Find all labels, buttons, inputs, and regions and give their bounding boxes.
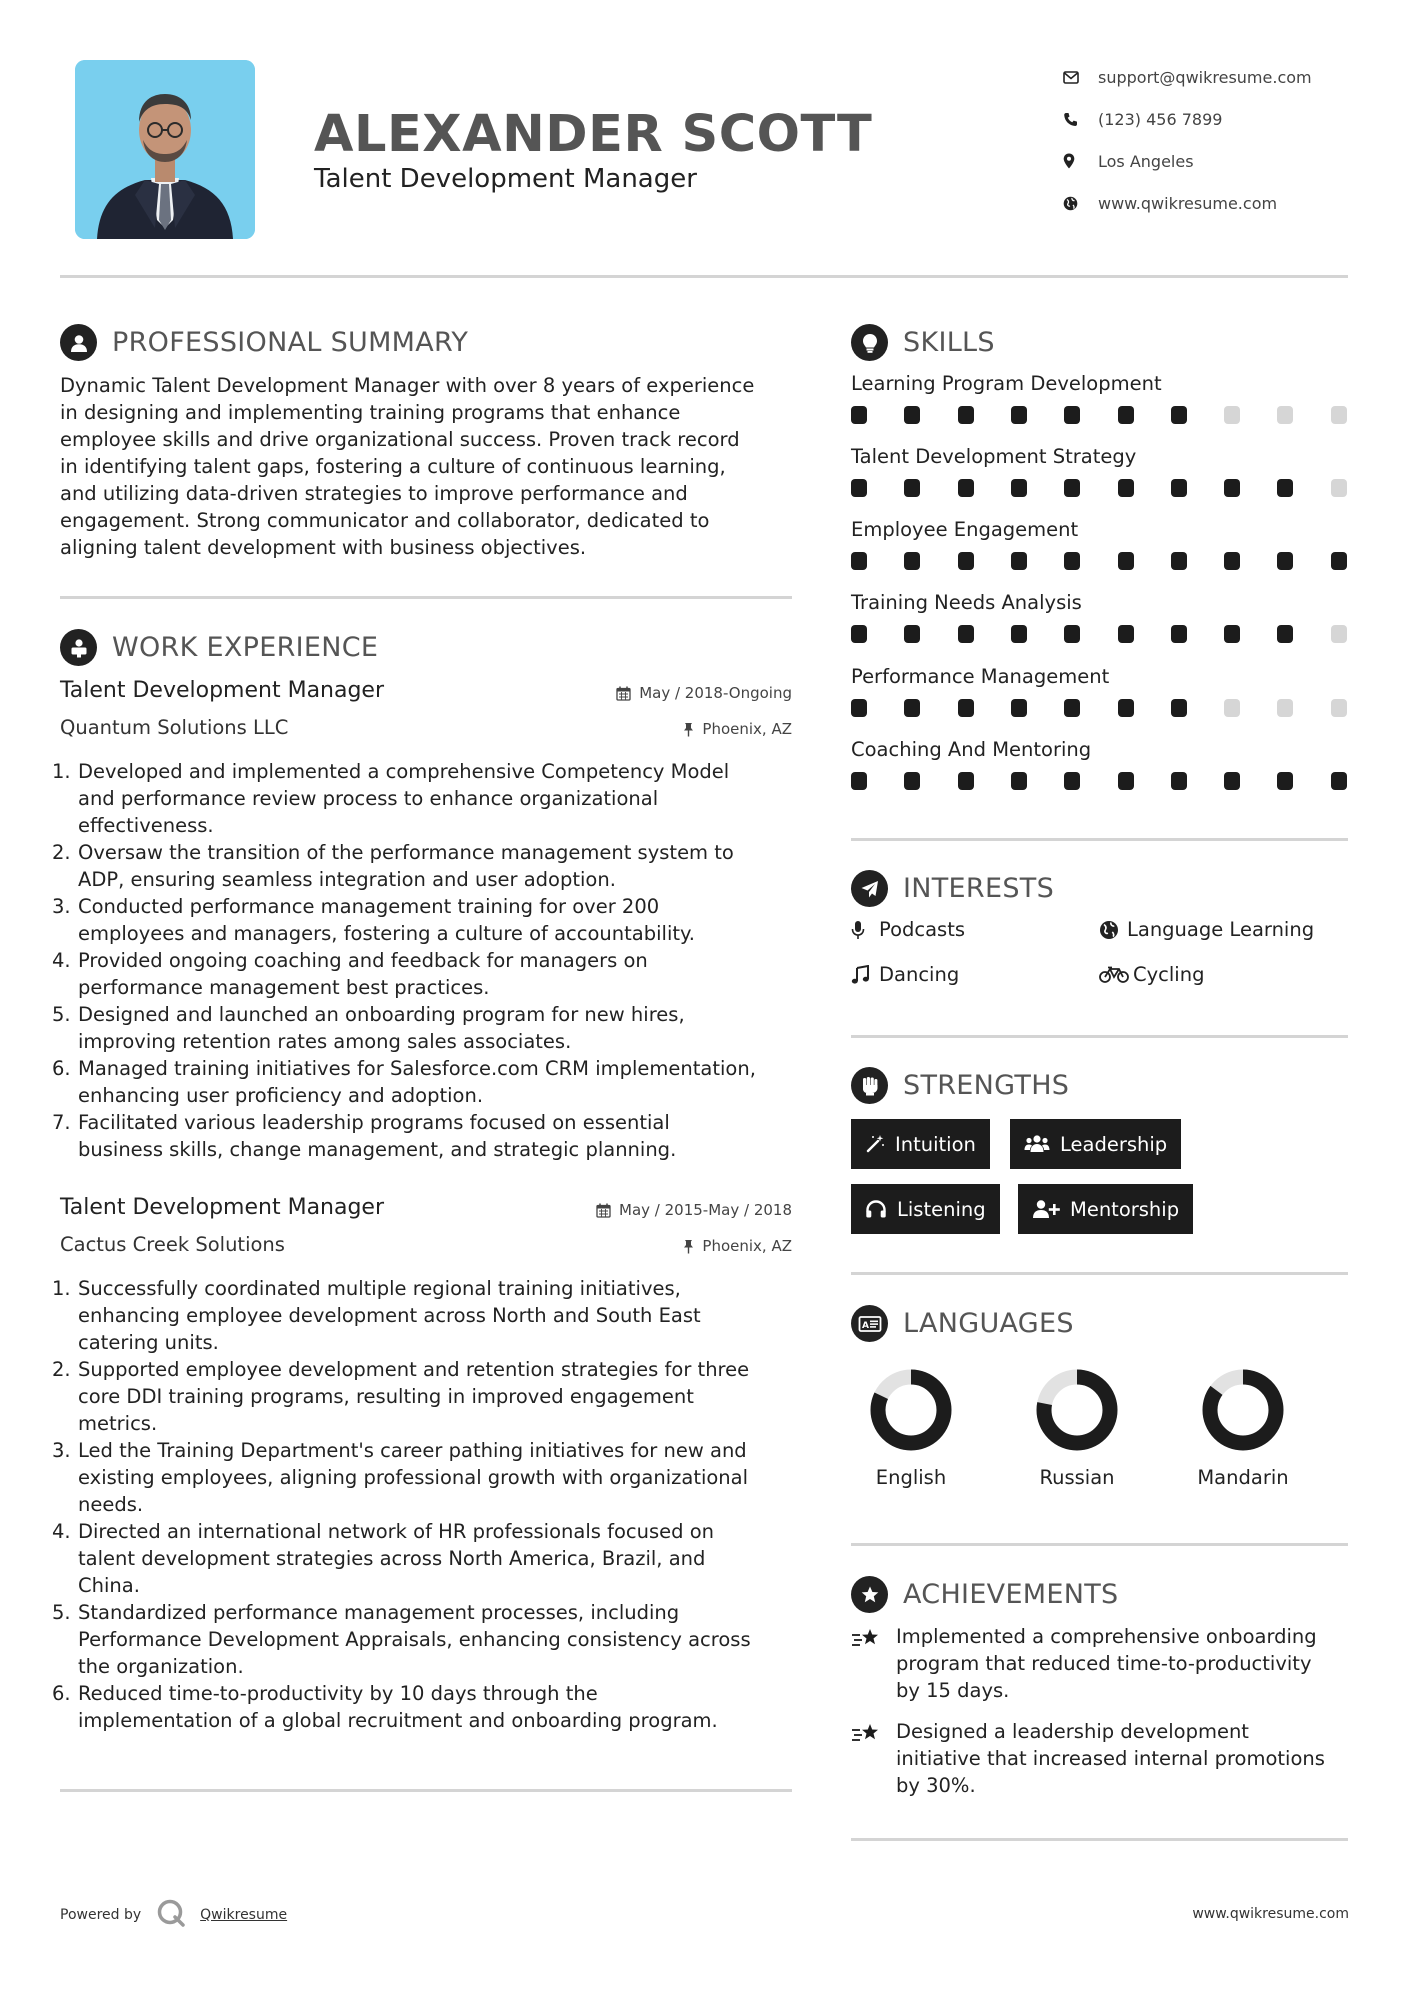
skill-dot-filled — [851, 772, 867, 790]
duty-number: 1. — [52, 1277, 71, 1300]
duty-line: needs. — [78, 1493, 144, 1516]
job-location — [683, 1237, 792, 1255]
duty-number: 6. — [52, 1682, 71, 1705]
achievement-text — [896, 1623, 1317, 1704]
skill-item — [851, 665, 1349, 719]
language-level-ring — [1201, 1368, 1285, 1452]
interests-heading — [851, 870, 1054, 907]
skill-dot-filled — [1118, 699, 1134, 717]
skill-dot-filled — [958, 625, 974, 643]
skill-dot-filled — [904, 699, 920, 717]
duty-number: 5. — [52, 1601, 71, 1624]
footer-website-link[interactable]: www.qwikresume.com — [1192, 1906, 1349, 1922]
skill-name: Talent Development Strategy — [851, 445, 1137, 468]
skill-dot-filled — [1118, 625, 1134, 643]
duty-line: ADP, ensuring seamless integration and user adoption. — [78, 868, 616, 891]
svg-text:A: A — [861, 1320, 869, 1331]
language-name: Russian — [1039, 1466, 1115, 1489]
summary-line: Dynamic Talent Development Manager with over 8 years of experience — [60, 374, 755, 397]
skill-dot-filled — [904, 552, 920, 570]
duty-item — [52, 1599, 797, 1680]
strengths-divider — [851, 1272, 1348, 1275]
skill-dot-filled — [904, 406, 920, 424]
duty-item — [52, 947, 797, 1001]
summary-text — [60, 372, 800, 561]
skill-dot-empty — [1277, 699, 1293, 717]
interest-item — [1099, 963, 1204, 986]
duty-line: Successfully coordinated multiple regional training initiatives, — [78, 1277, 681, 1300]
skill-level-dots — [851, 772, 1349, 792]
duty-line: Conducted performance management training for over 200 — [78, 895, 660, 918]
pushpin-icon — [683, 1239, 694, 1254]
job-date-text: May / 2018-Ongoing — [639, 684, 792, 702]
skill-dot-filled — [904, 479, 920, 497]
skill-dot-empty — [1331, 406, 1347, 424]
job-date — [616, 684, 792, 702]
interest-item — [851, 963, 959, 986]
job-title: Talent Development Manager — [60, 678, 385, 703]
language-item — [861, 1368, 961, 1489]
experience-divider — [60, 1789, 792, 1792]
contact-location — [1063, 140, 1312, 182]
bicycle-icon — [1099, 966, 1133, 984]
skill-item — [851, 591, 1349, 645]
job-entry — [52, 1195, 792, 1735]
duty-line: implementation of a global recruitment and onboarding program. — [78, 1709, 718, 1732]
skill-dot-filled — [1064, 772, 1080, 790]
skill-dot-filled — [1277, 552, 1293, 570]
duty-item — [52, 758, 797, 839]
language-level-ring — [869, 1368, 953, 1452]
skill-dot-filled — [1277, 479, 1293, 497]
headphones-icon — [865, 1199, 887, 1219]
interest-item — [851, 918, 965, 941]
skill-dot-filled — [958, 406, 974, 424]
duty-number: 4. — [52, 1520, 71, 1543]
duty-number: 6. — [52, 1057, 71, 1080]
skill-dot-filled — [1064, 625, 1080, 643]
duty-line: Designed and launched an onboarding program for new hires, — [78, 1003, 685, 1026]
candidate-name: ALEXANDER SCOTT — [314, 105, 873, 164]
skills-title: SKILLS — [903, 327, 995, 358]
contact-email-text: support@qwikresume.com — [1098, 67, 1312, 87]
skill-dot-filled — [1064, 552, 1080, 570]
interest-item — [1099, 918, 1314, 941]
profile-photo — [75, 60, 255, 239]
duty-line: Facilitated various leadership programs focused on essential — [78, 1111, 670, 1134]
skill-dot-filled — [1118, 406, 1134, 424]
job-location-text: Phoenix, AZ — [702, 1237, 792, 1255]
envelope-icon — [1063, 67, 1098, 87]
skill-dot-filled — [958, 699, 974, 717]
skill-name: Performance Management — [851, 665, 1110, 688]
duty-line: business skills, change management, and strategic planning. — [78, 1138, 677, 1161]
user-plus-icon — [1032, 1199, 1060, 1219]
skill-name: Employee Engagement — [851, 518, 1079, 541]
skill-level-dots — [851, 699, 1349, 719]
interests-divider — [851, 1035, 1348, 1038]
contact-phone-text: (123) 456 7899 — [1098, 109, 1223, 129]
skill-dot-filled — [1118, 772, 1134, 790]
duty-line: and performance review process to enhance organizational — [78, 787, 659, 810]
skill-dot-filled — [851, 552, 867, 570]
duty-line: Supported employee development and retention strategies for three — [78, 1358, 750, 1381]
skill-dot-empty — [1331, 699, 1347, 717]
map-pin-icon — [1063, 151, 1098, 171]
summary-title: PROFESSIONAL SUMMARY — [112, 327, 469, 358]
interest-label: Podcasts — [879, 918, 966, 941]
skill-level-dots — [851, 406, 1349, 426]
duty-item — [52, 1055, 797, 1109]
duty-line: Performance Development Appraisals, enhancing consistency across — [78, 1628, 751, 1651]
duty-line: performance management best practices. — [78, 976, 490, 999]
language-name: English — [875, 1466, 947, 1489]
duty-item — [52, 1356, 797, 1437]
job-date-text: May / 2015-May / 2018 — [619, 1201, 792, 1219]
duty-line: core DDI training programs, resulting in improved engagement — [78, 1385, 694, 1408]
skill-dot-empty — [1277, 406, 1293, 424]
duty-number: 4. — [52, 949, 71, 972]
duty-number: 1. — [52, 760, 71, 783]
skill-dot-filled — [1011, 406, 1027, 424]
skill-dot-filled — [904, 772, 920, 790]
job-location-text: Phoenix, AZ — [702, 720, 792, 738]
duty-number: 2. — [52, 1358, 71, 1381]
job-company: Quantum Solutions LLC — [60, 716, 289, 739]
job-title: Talent Development Manager — [60, 1195, 385, 1220]
job-location — [683, 720, 792, 738]
strength-label: Mentorship — [1070, 1197, 1180, 1221]
duty-number: 7. — [52, 1111, 71, 1134]
strength-label: Intuition — [895, 1132, 976, 1156]
duty-item — [52, 1518, 797, 1599]
skill-dot-filled — [851, 699, 867, 717]
globe-icon — [1063, 193, 1098, 213]
summary-line: in designing and implementing training programs that enhance — [60, 401, 681, 424]
qwikresume-logo-icon — [156, 1898, 186, 1932]
duty-line: employees and managers, fostering a culture of accountability. — [78, 922, 695, 945]
duty-line: effectiveness. — [78, 814, 214, 837]
skill-dot-filled — [1171, 699, 1187, 717]
briefcase-user-icon — [60, 629, 97, 666]
skill-dot-filled — [904, 625, 920, 643]
skill-dot-filled — [1011, 772, 1027, 790]
interest-label: Dancing — [879, 963, 960, 986]
skill-dot-filled — [1171, 479, 1187, 497]
skill-dot-filled — [958, 552, 974, 570]
skill-level-dots — [851, 552, 1349, 572]
skill-dot-filled — [1171, 552, 1187, 570]
skill-dot-filled — [958, 479, 974, 497]
contact-info — [1063, 56, 1312, 224]
contact-phone[interactable] — [1063, 98, 1312, 140]
paper-plane-icon — [851, 870, 888, 907]
header-divider — [60, 275, 1348, 278]
achievements-divider — [851, 1838, 1348, 1841]
job-entry — [52, 678, 792, 1168]
lightbulb-icon — [851, 324, 888, 361]
skill-dot-filled — [1224, 625, 1240, 643]
language-level-ring — [1035, 1368, 1119, 1452]
duty-item — [52, 893, 797, 947]
users-icon — [1024, 1134, 1050, 1154]
contact-website-text: www.qwikresume.com — [1098, 193, 1278, 213]
microphone-icon — [851, 920, 879, 940]
experience-heading — [60, 629, 378, 666]
skill-level-dots — [851, 479, 1349, 499]
skill-dot-filled — [1331, 552, 1347, 570]
summary-heading — [60, 324, 468, 361]
duty-line: improving retention rates among sales associates. — [78, 1030, 572, 1053]
skill-dot-filled — [1064, 479, 1080, 497]
skill-dot-filled — [851, 625, 867, 643]
skill-dot-filled — [1171, 625, 1187, 643]
strengths-title: STRENGTHS — [903, 1070, 1070, 1101]
achievement-text — [896, 1718, 1325, 1799]
duty-number: 3. — [52, 1439, 71, 1462]
skill-dot-filled — [1224, 552, 1240, 570]
calendar-icon — [596, 1203, 611, 1218]
skills-heading — [851, 324, 995, 361]
duty-line: Standardized performance management processes, including — [78, 1601, 680, 1624]
duty-line: the organization. — [78, 1655, 244, 1678]
interest-label: Language Learning — [1127, 918, 1315, 941]
skill-dot-filled — [1224, 479, 1240, 497]
skill-dot-filled — [851, 479, 867, 497]
achievements-title: ACHIEVEMENTS — [903, 1579, 1119, 1610]
raised-fist-icon — [851, 1067, 888, 1104]
contact-email[interactable] — [1063, 56, 1312, 98]
skill-dot-filled — [1277, 772, 1293, 790]
achievement-item — [851, 1718, 1351, 1799]
language-item — [1027, 1368, 1127, 1489]
duty-line: existing employees, aligning professional growth with organizational — [78, 1466, 749, 1489]
skill-dot-filled — [1171, 406, 1187, 424]
achievement-item — [851, 1623, 1351, 1704]
languages-heading — [851, 1305, 1074, 1342]
duty-item — [52, 839, 797, 893]
shooting-star-icon — [851, 1623, 896, 1704]
duty-line: talent development strategies across North America, Brazil, and — [78, 1547, 706, 1570]
contact-website[interactable] — [1063, 182, 1312, 224]
contact-location-text: Los Angeles — [1098, 151, 1194, 171]
achievements-heading — [851, 1576, 1119, 1613]
skill-dot-filled — [1064, 699, 1080, 717]
summary-line: aligning talent development with business objectives. — [60, 536, 587, 559]
skill-dot-filled — [958, 772, 974, 790]
skill-level-dots — [851, 625, 1349, 645]
strength-label: Leadership — [1060, 1132, 1168, 1156]
skill-dot-empty — [1331, 625, 1347, 643]
languages-title: LANGUAGES — [903, 1308, 1074, 1339]
summary-line: engagement. Strong communicator and collaborator, dedicated to — [60, 509, 710, 532]
globe-icon — [1099, 920, 1127, 940]
powered-by-label: Powered by — [60, 1907, 142, 1923]
duty-line: Directed an international network of HR professionals focused on — [78, 1520, 714, 1543]
skill-dot-filled — [1011, 479, 1027, 497]
language-item — [1193, 1368, 1293, 1489]
achievement-line: initiative that increased internal promotions — [896, 1747, 1325, 1770]
summary-line: employee skills and drive organizational success. Proven track record — [60, 428, 740, 451]
duty-line: enhancing user proficiency and adoption. — [78, 1084, 484, 1107]
duty-number: 3. — [52, 895, 71, 918]
skill-item — [851, 738, 1349, 792]
achievement-line: by 15 days. — [896, 1679, 1010, 1702]
duty-line: metrics. — [78, 1412, 158, 1435]
skill-dot-filled — [1118, 552, 1134, 570]
skill-dot-filled — [1011, 699, 1027, 717]
duty-line: Provided ongoing coaching and feedback for managers on — [78, 949, 648, 972]
language-name: Mandarin — [1197, 1466, 1289, 1489]
interest-label: Cycling — [1133, 963, 1205, 986]
skill-dot-filled — [1171, 772, 1187, 790]
magic-wand-icon — [865, 1134, 885, 1154]
duty-item — [52, 1275, 797, 1356]
phone-icon — [1063, 109, 1098, 129]
skill-item — [851, 518, 1349, 572]
duty-line: China. — [78, 1574, 140, 1597]
duty-number: 5. — [52, 1003, 71, 1026]
achievement-line: Implemented a comprehensive onboarding — [896, 1625, 1317, 1648]
user-icon — [60, 324, 97, 361]
duty-line: Reduced time-to-productivity by 10 days through the — [78, 1682, 598, 1705]
duty-item — [52, 1109, 797, 1163]
duty-line: enhancing employee development across North and South East — [78, 1304, 701, 1327]
language-icon — [851, 1305, 888, 1342]
duty-line: Developed and implemented a comprehensive Competency Model — [78, 760, 730, 783]
skill-dot-filled — [1331, 772, 1347, 790]
pushpin-icon — [683, 722, 694, 737]
skill-item — [851, 445, 1349, 499]
duty-line: Led the Training Department's career pathing initiatives for new and — [78, 1439, 747, 1462]
skill-item — [851, 372, 1349, 426]
job-date — [596, 1201, 792, 1219]
experience-title: WORK EXPERIENCE — [112, 632, 379, 663]
summary-divider — [60, 596, 792, 599]
footer-powered-by — [60, 1898, 287, 1932]
duty-line: Oversaw the transition of the performance management system to — [78, 841, 734, 864]
summary-line: in identifying talent gaps, fostering a culture of continuous learning, — [60, 455, 726, 478]
achievement-line: by 30%. — [896, 1774, 976, 1797]
strength-tag — [851, 1119, 990, 1169]
strength-tag — [1010, 1119, 1181, 1169]
calendar-icon — [616, 686, 631, 701]
strength-tag — [851, 1184, 1000, 1234]
music-icon — [851, 965, 879, 985]
candidate-title: Talent Development Manager — [314, 164, 697, 194]
skill-dot-filled — [851, 406, 867, 424]
shooting-star-icon — [851, 1718, 896, 1799]
job-duties — [52, 758, 797, 1163]
skill-dot-empty — [1224, 699, 1240, 717]
skills-divider — [851, 838, 1348, 841]
duty-item — [52, 1680, 797, 1734]
skill-dot-filled — [1064, 406, 1080, 424]
star-badge-icon — [851, 1576, 888, 1613]
skill-dot-filled — [1224, 772, 1240, 790]
skill-name: Coaching And Mentoring — [851, 738, 1092, 761]
strength-label: Listening — [897, 1197, 986, 1221]
duty-line: Managed training initiatives for Salesforce.com CRM implementation, — [78, 1057, 756, 1080]
achievement-line: Designed a leadership development — [896, 1720, 1249, 1743]
qwikresume-link[interactable]: Qwikresume — [200, 1907, 288, 1923]
skill-dot-empty — [1331, 479, 1347, 497]
duty-item — [52, 1001, 797, 1055]
skill-dot-filled — [1277, 625, 1293, 643]
job-duties — [52, 1275, 797, 1734]
skill-name: Learning Program Development — [851, 372, 1162, 395]
duty-number: 2. — [52, 841, 71, 864]
strength-tag — [1018, 1184, 1193, 1234]
interests-title: INTERESTS — [903, 873, 1055, 904]
job-company: Cactus Creek Solutions — [60, 1233, 285, 1256]
skill-name: Training Needs Analysis — [851, 591, 1082, 614]
skill-dot-empty — [1224, 406, 1240, 424]
summary-line: and utilizing data-driven strategies to improve performance and — [60, 482, 688, 505]
duty-line: catering units. — [78, 1331, 219, 1354]
skill-dot-filled — [1011, 625, 1027, 643]
strengths-heading — [851, 1067, 1069, 1104]
languages-divider — [851, 1543, 1348, 1546]
duty-item — [52, 1437, 797, 1518]
achievement-line: program that reduced time-to-productivity — [896, 1652, 1312, 1675]
skill-dot-filled — [1011, 552, 1027, 570]
skill-dot-filled — [1118, 479, 1134, 497]
